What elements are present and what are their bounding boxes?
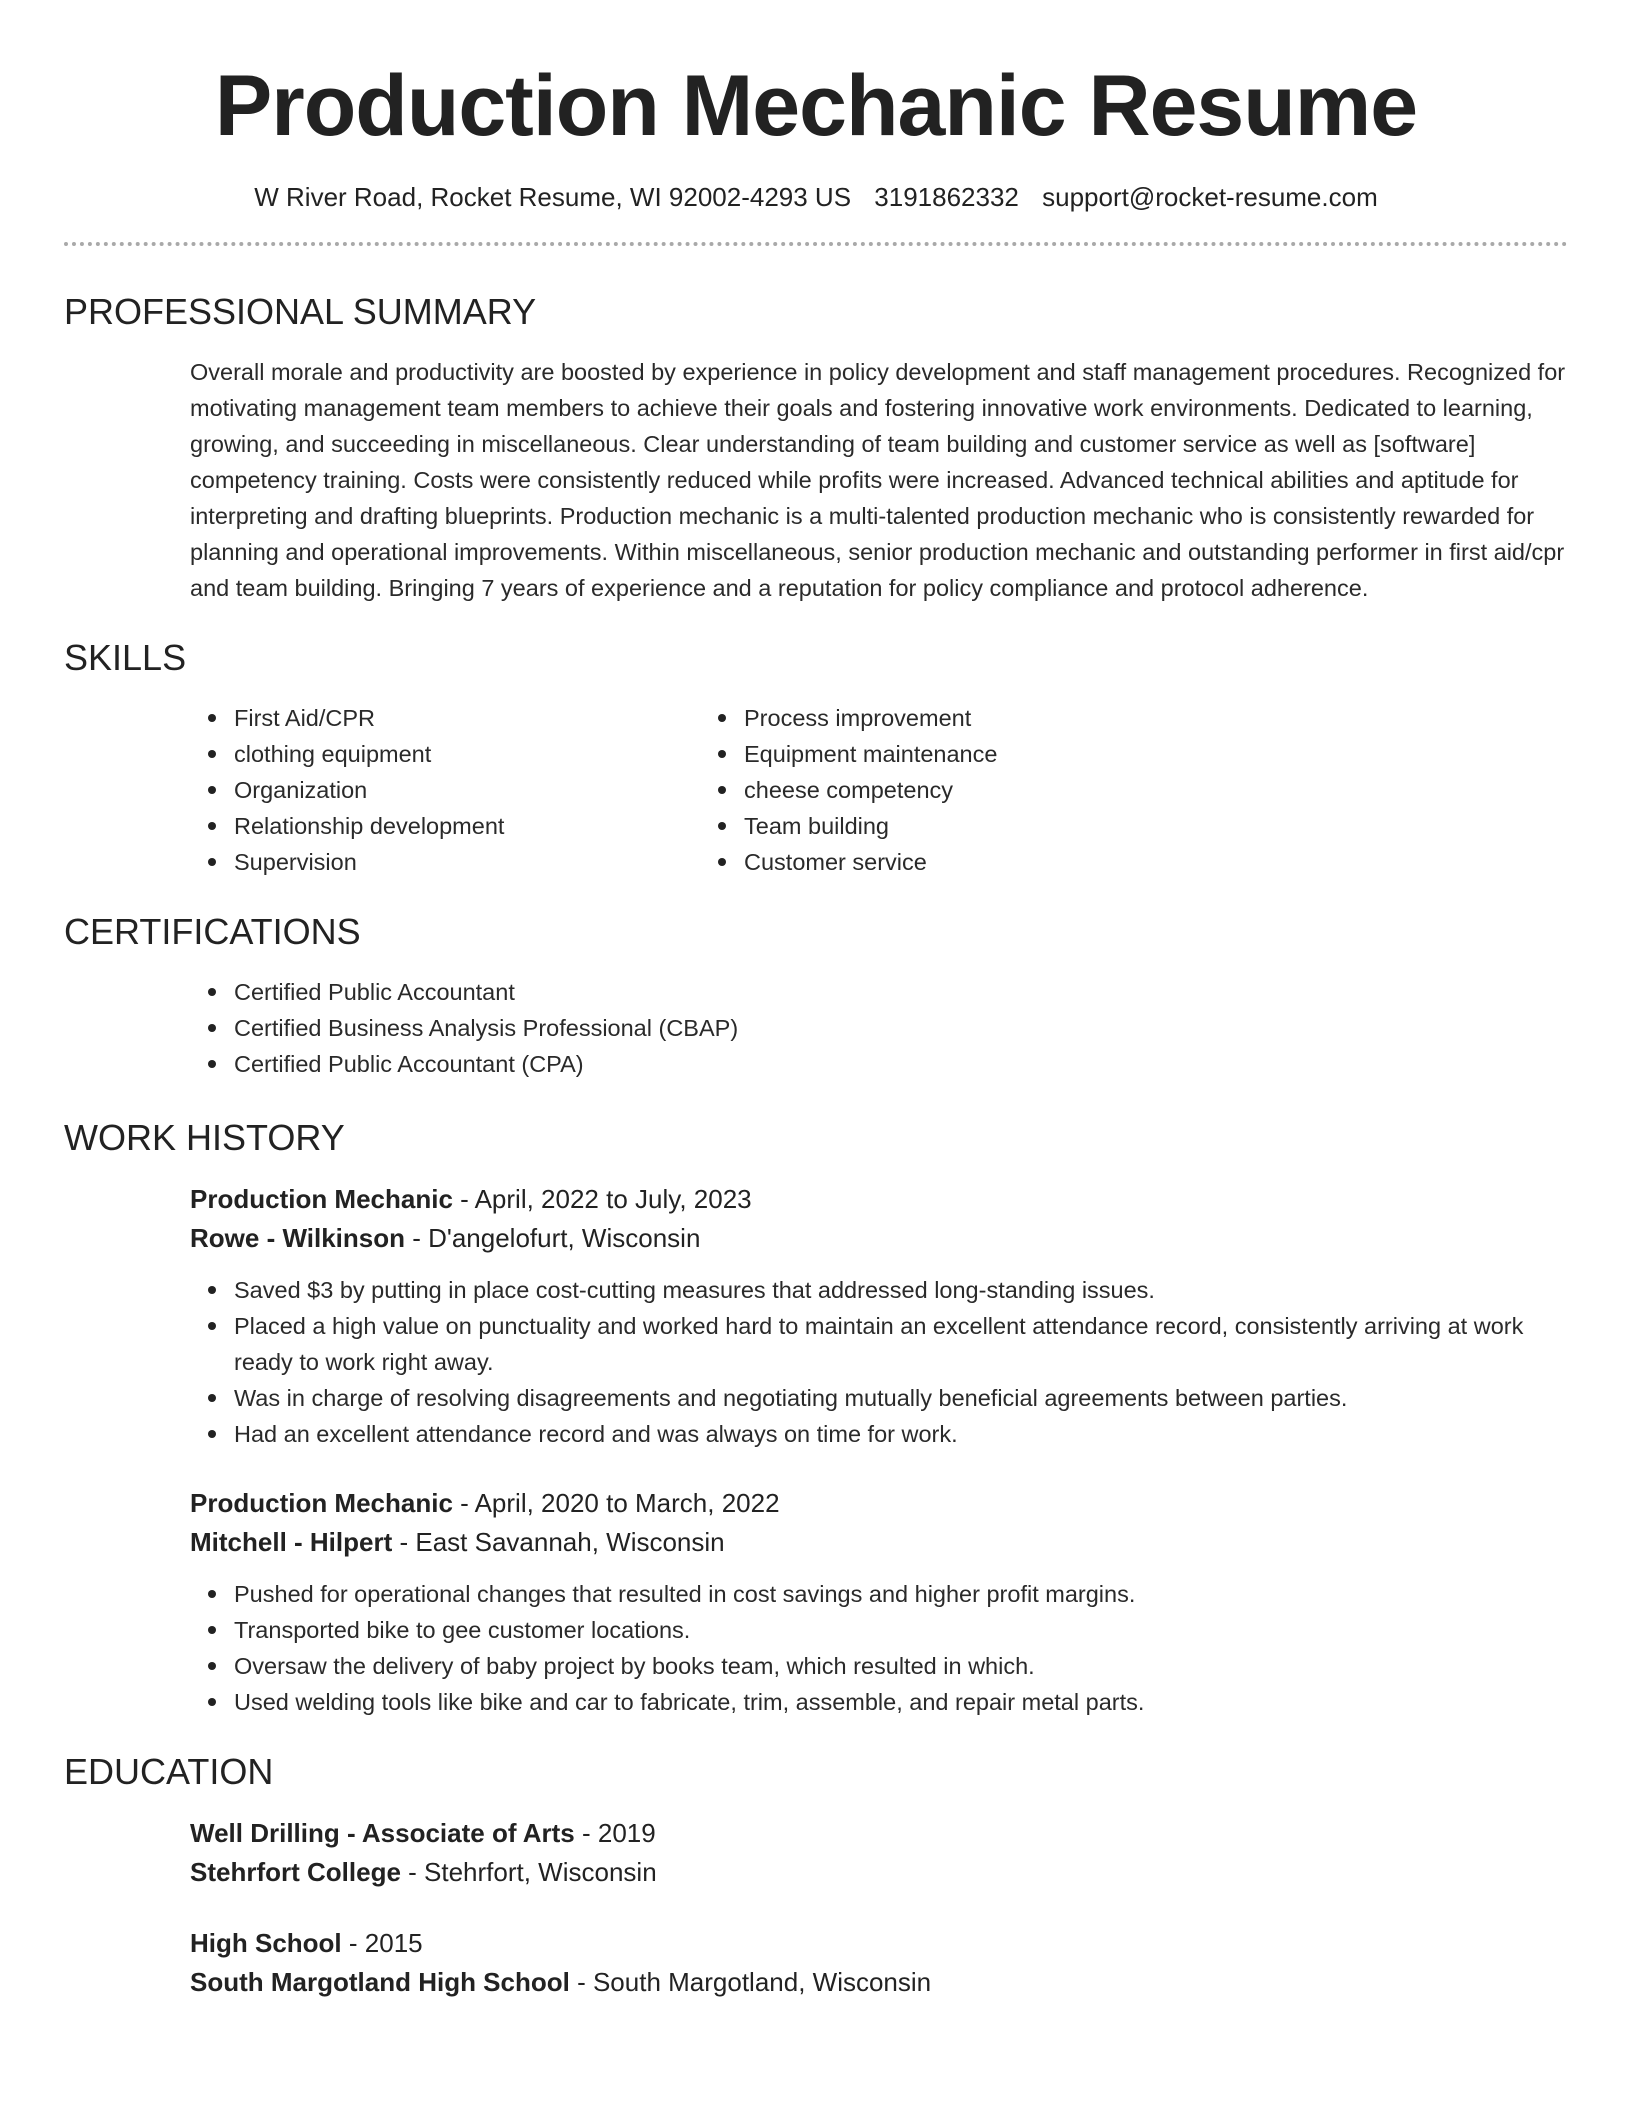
job-company: Rowe - Wilkinson bbox=[190, 1223, 405, 1253]
education-degree: High School bbox=[190, 1928, 342, 1958]
work-heading: WORK HISTORY bbox=[64, 1117, 345, 1158]
education-heading: EDUCATION bbox=[64, 1751, 274, 1792]
skill-item: clothing equipment bbox=[234, 736, 744, 772]
education-location: - South Margotland, Wisconsin bbox=[569, 1967, 932, 1997]
job-entry bbox=[64, 1484, 1568, 1720]
skill-item: Organization bbox=[234, 772, 744, 808]
education-entry bbox=[64, 1814, 1568, 1892]
skill-item: Supervision bbox=[234, 844, 744, 880]
education-school-line bbox=[190, 1963, 1568, 2002]
job-duties-list bbox=[64, 1272, 1568, 1452]
skill-item: First Aid/CPR bbox=[234, 700, 744, 736]
job-title: Production Mechanic bbox=[190, 1184, 453, 1214]
job-title-line bbox=[190, 1180, 1568, 1219]
job-dates: - April, 2020 to March, 2022 bbox=[452, 1488, 780, 1518]
education-degree-line bbox=[190, 1924, 1568, 1963]
job-title-line bbox=[190, 1484, 1568, 1523]
work-section bbox=[64, 1116, 1568, 1720]
certification-item: Certified Public Accountant bbox=[234, 974, 1568, 1010]
skills-column-left bbox=[64, 700, 744, 880]
job-location: - D'angelofurt, Wisconsin bbox=[405, 1223, 701, 1253]
job-company: Mitchell - Hilpert bbox=[190, 1527, 393, 1557]
job-company-line bbox=[190, 1523, 1568, 1562]
header-divider bbox=[64, 242, 1568, 246]
job-title: Production Mechanic bbox=[190, 1488, 453, 1518]
education-degree: Well Drilling - Associate of Arts bbox=[190, 1818, 575, 1848]
certifications-section bbox=[64, 910, 1568, 1082]
resume-page bbox=[64, 0, 1568, 2002]
certifications-list bbox=[64, 974, 1568, 1082]
skills-list-left bbox=[64, 700, 744, 880]
contact-phone: 3191862332 bbox=[874, 182, 1019, 212]
skill-item: Process improvement bbox=[744, 700, 1424, 736]
job-duty: Placed a high value on punctuality and worked hard to maintain an excellent attendance record, consistently arriving at work ready to work right away. bbox=[234, 1308, 1548, 1380]
skills-section bbox=[64, 636, 1568, 880]
skills-column-right bbox=[744, 700, 1424, 880]
contact-line bbox=[64, 180, 1568, 214]
job-entry bbox=[64, 1180, 1568, 1452]
contact-email: support@rocket-resume.com bbox=[1042, 182, 1378, 212]
education-year: - 2019 bbox=[574, 1818, 656, 1848]
education-school-line bbox=[190, 1853, 1568, 1892]
education-location: - Stehrfort, Wisconsin bbox=[400, 1857, 657, 1887]
job-duty: Transported bike to gee customer locations. bbox=[234, 1612, 1548, 1648]
job-location: - East Savannah, Wisconsin bbox=[392, 1527, 725, 1557]
resume-title: Production Mechanic Resume bbox=[214, 58, 1418, 154]
education-section bbox=[64, 1750, 1568, 2002]
education-year: - 2015 bbox=[341, 1928, 423, 1958]
summary-heading: PROFESSIONAL SUMMARY bbox=[64, 291, 537, 332]
summary-section bbox=[64, 290, 1568, 606]
certification-item: Certified Business Analysis Professional (CBAP) bbox=[234, 1010, 1568, 1046]
job-duty: Was in charge of resolving disagreements and negotiating mutually beneficial agreements between parties. bbox=[234, 1380, 1548, 1416]
certifications-heading: CERTIFICATIONS bbox=[64, 911, 361, 952]
skills-grid bbox=[64, 700, 1568, 880]
skill-item: Relationship development bbox=[234, 808, 744, 844]
education-degree-line bbox=[190, 1814, 1568, 1853]
skill-item: Customer service bbox=[744, 844, 1424, 880]
job-duty: Had an excellent attendance record and was always on time for work. bbox=[234, 1416, 1548, 1452]
job-duty: Oversaw the delivery of baby project by books team, which resulted in which. bbox=[234, 1648, 1548, 1684]
skills-list-right bbox=[744, 700, 1424, 880]
contact-address: W River Road, Rocket Resume, WI 92002-4293 US bbox=[254, 182, 852, 212]
certification-item: Certified Public Accountant (CPA) bbox=[234, 1046, 1568, 1082]
skills-heading: SKILLS bbox=[64, 637, 187, 678]
summary-text: Overall morale and productivity are boosted by experience in policy development and staff management procedures. Recognized for motivating management team members to achieve their goals and fostering innovative work environments. Dedicated to learning, growing, and succeeding in miscellaneous. Clear understanding of team building and customer service as well as [software] competency training. Costs were consistently reduced while profits were increased. Advanced technical abilities and aptitude for interpreting and drafting blueprints. Production mechanic is a multi-talented production mechanic who is consistently rewarded for planning and operational improvements. Within miscellaneous, senior production mechanic and outstanding performer in first aid/cpr and team building. Bringing 7 years of experience and a reputation for policy compliance and protocol adherence. bbox=[190, 359, 1566, 601]
education-school: South Margotland High School bbox=[190, 1967, 570, 1997]
skill-item: Team building bbox=[744, 808, 1424, 844]
education-entry bbox=[64, 1924, 1568, 2002]
job-duty: Used welding tools like bike and car to fabricate, trim, assemble, and repair metal parts. bbox=[234, 1684, 1548, 1720]
job-duty: Saved $3 by putting in place cost-cutting measures that addressed long-standing issues. bbox=[234, 1272, 1548, 1308]
skill-item: cheese competency bbox=[744, 772, 1424, 808]
job-dates: - April, 2022 to July, 2023 bbox=[452, 1184, 752, 1214]
job-duty: Pushed for operational changes that resulted in cost savings and higher profit margins. bbox=[234, 1576, 1548, 1612]
job-company-line bbox=[190, 1219, 1568, 1258]
job-duties-list bbox=[64, 1576, 1568, 1720]
skill-item: Equipment maintenance bbox=[744, 736, 1424, 772]
education-school: Stehrfort College bbox=[190, 1857, 401, 1887]
